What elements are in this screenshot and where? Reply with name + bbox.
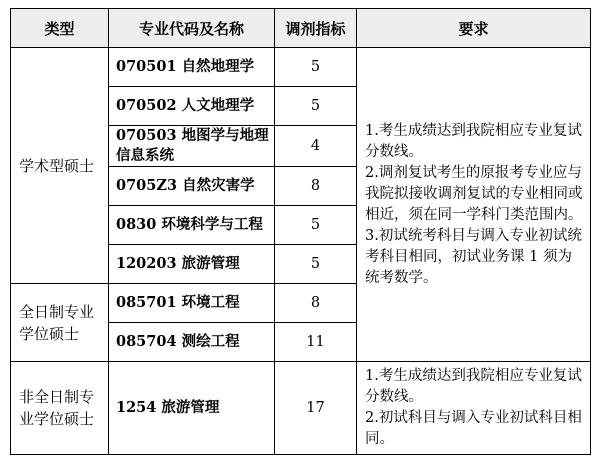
requirement-item: 1.考生成绩达到我院相应专业复试分数线。 bbox=[365, 122, 582, 160]
major-quota: 4 bbox=[275, 126, 357, 167]
requirement-item: 2.调剂复试考生的原报考专业应与我院拟接收调剂复试的专业相同或相近，须在同一学科门类范围内。 bbox=[365, 164, 583, 223]
major-quota: 17 bbox=[275, 362, 357, 455]
major-quota: 8 bbox=[275, 167, 357, 206]
major-name: 085701 环境工程 bbox=[109, 284, 275, 323]
major-name: 070501 自然地理学 bbox=[109, 48, 275, 87]
major-quota: 8 bbox=[275, 284, 357, 323]
header-type: 类型 bbox=[11, 9, 109, 48]
requirements-part-time bbox=[357, 362, 591, 455]
major-name: 070502 人文地理学 bbox=[109, 87, 275, 126]
category-academic: 学术型硕士 bbox=[11, 48, 109, 284]
table-row bbox=[11, 362, 591, 455]
major-quota: 5 bbox=[275, 87, 357, 126]
major-name: 120203 旅游管理 bbox=[109, 245, 275, 284]
major-quota: 5 bbox=[275, 245, 357, 284]
major-name: 0830 环境科学与工程 bbox=[109, 206, 275, 245]
requirements-main bbox=[357, 48, 591, 362]
major-name: 1254 旅游管理 bbox=[109, 362, 275, 455]
requirement-item: 2.初试科目与调入专业初试科目相同。 bbox=[365, 410, 582, 447]
table-row bbox=[11, 48, 591, 87]
category-full-time-professional: 全日制专业学位硕士 bbox=[11, 284, 109, 362]
major-name: 0705Z3 自然灾害学 bbox=[109, 167, 275, 206]
major-quota: 11 bbox=[275, 323, 357, 362]
header-major: 专业代码及名称 bbox=[109, 9, 275, 48]
major-name: 085704 测绘工程 bbox=[109, 323, 275, 362]
major-quota: 5 bbox=[275, 48, 357, 87]
category-part-time-professional: 非全日制专业学位硕士 bbox=[11, 362, 109, 455]
major-quota: 5 bbox=[275, 206, 357, 245]
adjustment-table bbox=[10, 8, 591, 455]
requirement-item: 3.初试统考科目与调入专业初试统考科目相同，初试业务课 1 须为统考数学。 bbox=[365, 227, 582, 286]
header-requirements: 要求 bbox=[357, 9, 591, 48]
table-header-row bbox=[11, 9, 591, 48]
major-name: 070503 地图学与地理信息系统 bbox=[109, 126, 275, 167]
header-quota: 调剂指标 bbox=[275, 9, 357, 48]
requirement-item: 1.考生成绩达到我院相应专业复试分数线。 bbox=[365, 368, 582, 405]
